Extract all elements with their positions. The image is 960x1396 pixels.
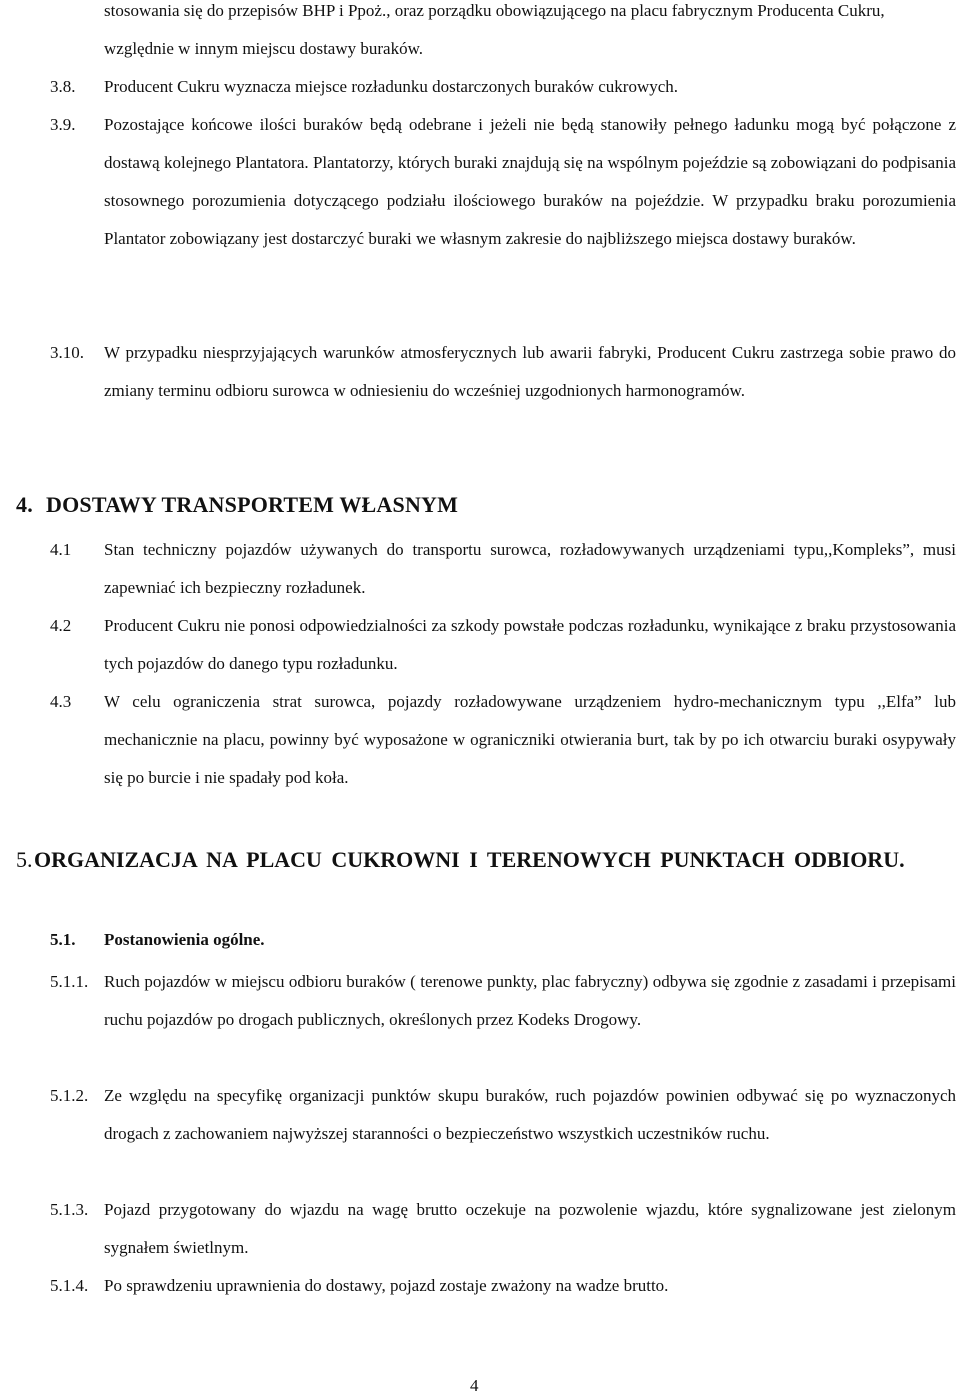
clause-number: 5.1.3. [50, 1200, 89, 1219]
clause-5-1-2 [50, 1077, 956, 1153]
clause-text: Ze względu na specyfikę organizacji punktów skupu buraków, ruch pojazdów powinien odbywać się po wyznaczonych drogach z zachowaniem najwyższej staranności o bezpieczeństwo wszystkich uczestników ruchu. [104, 1086, 956, 1143]
clause-number: 4.1 [50, 540, 72, 559]
section-title: ORGANIZACJA NA PLACU CUKROWNI I TERENOWYCH PUNKTACH ODBIORU. [34, 847, 905, 872]
subsection-number: 5.1. [50, 930, 76, 949]
clause-number: 3.9. [50, 115, 76, 134]
section-number: 4. [16, 492, 33, 517]
clause-number: 5.1.2. [50, 1086, 89, 1105]
intro-text: stosowania się do przepisów BHP i Ppoż., oraz porządku obowiązującego na placu fabrycznym Producenta Cukru, względnie w innym miejscu dostawy buraków. [104, 1, 885, 58]
clause-text: Stan techniczny pojazdów używanych do transportu surowca, rozładowywanych urządzeniami typu,,Kompleks”, musi zapewniać ich bezpieczny rozładunek. [104, 540, 956, 597]
clause-5-1-1 [50, 963, 956, 1039]
clause-5-1-4 [50, 1267, 956, 1305]
clause-number: 4.3 [50, 692, 72, 711]
clause-number: 5.1.1. [50, 972, 89, 991]
clause-number: 5.1.4. [50, 1276, 89, 1295]
clause-text: Pozostające końcowe ilości buraków będą odebrane i jeżeli nie będą stanowiły pełnego ładunku mogą być połączone z dostawą kolejnego Plantatora. Plantatorzy, których buraki znajdują się na wspólnym pojeździe są zobowiązani do podpisania stosownego porozumienia dotyczącego podziału ilościowego buraków na pojeździe. W przypadku braku porozumienia Plantator zobowiązany jest dostarczyć buraki we własnym zakresie do najbliższego miejsca dostawy buraków. [104, 115, 956, 248]
clause-number: 3.10. [50, 343, 84, 362]
subsection-title: Postanowienia ogólne. [104, 930, 265, 949]
section-title: DOSTAWY TRANSPORTEM WŁASNYM [46, 492, 459, 517]
clause-text: Po sprawdzeniu uprawnienia do dostawy, pojazd zostaje zważony na wadze brutto. [104, 1276, 669, 1295]
subsection-5-1-heading [50, 930, 265, 950]
clause-number: 4.2 [50, 616, 72, 635]
section-4-heading [16, 492, 458, 518]
clause-text: W celu ograniczenia strat surowca, pojazdy rozładowywane urządzeniem hydro-mechanicznym typu ,,Elfa” lub mechanicznie na placu, powinny być wyposażone w ograniczniki otwierania burt, tak by po ich otwarciu buraki osypywały się po burcie i nie spadały pod koła. [104, 692, 956, 787]
clause-text: W przypadku niesprzyjających warunków atmosferycznych lub awarii fabryki, Producent Cukru zastrzega sobie prawo do zmiany terminu odbioru surowca w odniesieniu do wcześniej uzgodnionych harmonogramów. [104, 343, 956, 400]
clause-3-10 [50, 334, 956, 410]
page-number: 4 [470, 1376, 479, 1395]
clause-text: Ruch pojazdów w miejscu odbioru buraków ( terenowe punkty, plac fabryczny) odbywa się zgodnie z zasadami i przepisami ruchu pojazdów po drogach publicznych, określonych przez Kodeks Drogowy. [104, 972, 956, 1029]
clause-4-1 [50, 531, 956, 607]
clause-number: 3.8. [50, 77, 76, 96]
section-number: 5. [16, 847, 33, 872]
clause-4-2 [50, 607, 956, 683]
clause-5-1-3 [50, 1191, 956, 1267]
clause-3-9 [50, 106, 956, 258]
clause-text: Producent Cukru wyznacza miejsce rozładunku dostarczonych buraków cukrowych. [104, 77, 679, 96]
clause-text: Producent Cukru nie ponosi odpowiedzialności za szkody powstałe podczas rozładunku, wynikające z braku przystosowania tych pojazdów do danego typu rozładunku. [104, 616, 956, 673]
clause-4-3 [50, 683, 956, 797]
clause-3-8 [50, 68, 930, 106]
clause-text: Pojazd przygotowany do wjazdu na wagę brutto oczekuje na pozwolenie wjazdu, które sygnalizowane jest zielonym sygnałem świetlnym. [104, 1200, 956, 1257]
section-5-heading [16, 838, 960, 882]
intro-paragraph [104, 0, 956, 68]
